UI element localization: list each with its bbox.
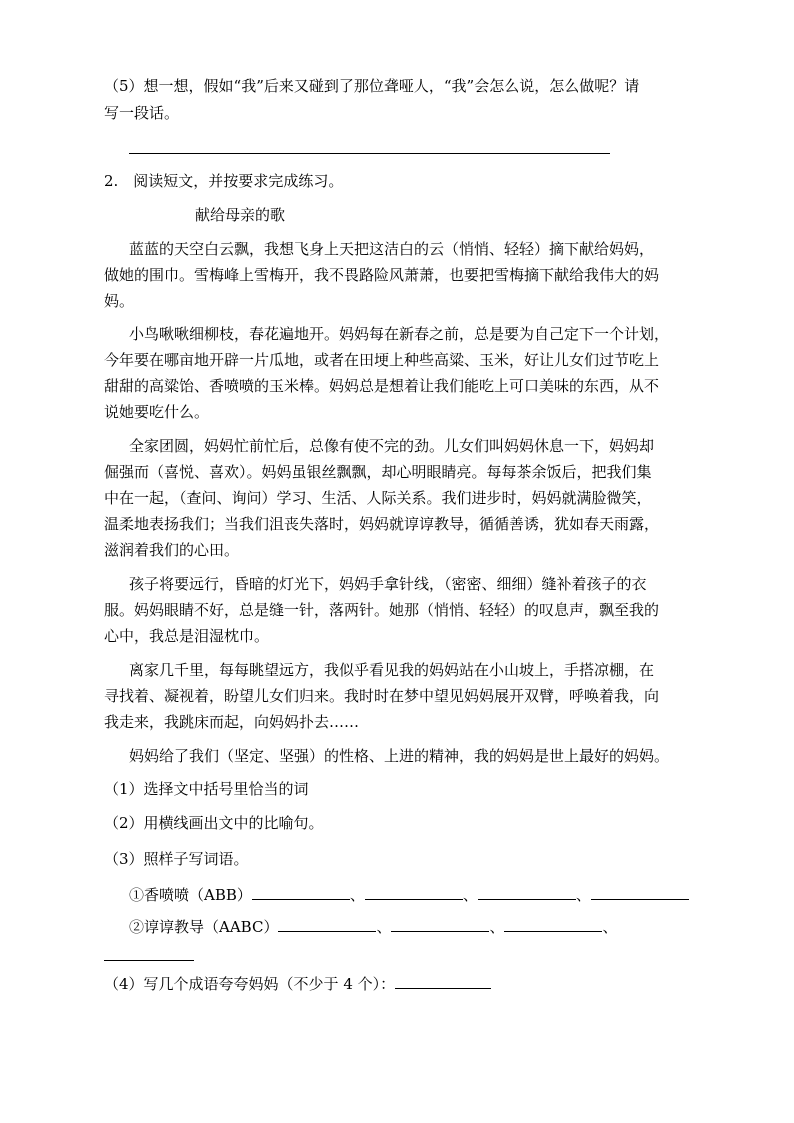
- p3-line-2: 倔强而（喜悦、喜欢）。妈妈虽银丝飘飘，却心明眼睛亮。每每茶余饭后，把我们集: [104, 463, 652, 481]
- separator: 、: [575, 886, 591, 904]
- p5-line-3: 我走来，我跳床而起，向妈妈扑去……: [104, 713, 360, 731]
- answer-blank[interactable]: [365, 885, 463, 900]
- p3-line-5: 滋润着我们的心田。: [104, 541, 240, 559]
- answer-blank[interactable]: [504, 917, 602, 932]
- p3-line-3: 中在一起，（查问、询问）学习、生活、人际关系。我们进步时，妈妈就满脸微笑，: [104, 489, 652, 507]
- separator: 、: [489, 918, 505, 936]
- separator: 、: [462, 886, 478, 904]
- q4-label: （4）写几个成语夸夸妈妈（不少于 4 个）：: [104, 975, 396, 993]
- question-3: （3）照样子写词语。: [104, 850, 249, 868]
- p1-line-3: 妈。: [104, 292, 135, 310]
- question-1: （1）选择文中括号里恰当的词: [104, 780, 309, 798]
- separator: 、: [602, 918, 618, 936]
- p1-line-2: 做她的围巾。雪梅峰上雪梅开，我不畏路险风萧萧，也要把雪梅摘下献给我伟大的妈: [104, 266, 660, 284]
- q5-line-1: （5）想一想，假如“我”后来又碰到了那位聋哑人，“我”会怎么说，怎么做呢？请: [104, 77, 640, 95]
- p3-line-4: 温柔地表扬我们；当我们沮丧失落时，妈妈就谆谆教导，循循善诱，犹如春天雨露，: [104, 515, 660, 533]
- q3a-label: ①香喷喷（ABB）: [129, 886, 252, 904]
- p6-line-1: 妈妈给了我们（坚定、坚强）的性格、上进的精神，我的妈妈是世上最好的妈妈。: [129, 747, 670, 765]
- answer-blank[interactable]: [391, 917, 489, 932]
- p2-line-4: 说她要吃什么。: [104, 403, 210, 421]
- answer-line[interactable]: [129, 153, 610, 154]
- q3b-label: ②谆谆教导（AABC）: [129, 918, 279, 936]
- p2-line-1: 小鸟啾啾细柳枝，春花遍地开。妈妈每在新春之前，总是要为自己定下一个计划，: [129, 325, 670, 343]
- p2-line-3: 甜甜的高粱饴、香喷喷的玉米棒。妈妈总是想着让我们能吃上可口美味的东西，从不: [104, 377, 660, 395]
- p3-line-1: 全家团圆，妈妈忙前忙后，总像有使不完的劲。儿女们叫妈妈休息一下，妈妈却: [129, 437, 655, 455]
- p2-line-2: 今年要在哪亩地开辟一片瓜地，或者在田埂上种些高粱、玉米，好让儿女们过节吃上: [104, 351, 660, 369]
- p4-line-3: 心中，我总是泪湿枕巾。: [104, 627, 270, 645]
- answer-blank[interactable]: [591, 885, 689, 900]
- p1-line-1: 蓝蓝的天空白云飘，我想飞身上天把这洁白的云（悄悄、轻轻）摘下献给妈妈，: [129, 240, 655, 258]
- separator: 、: [349, 886, 365, 904]
- question-2-header: 2. 阅读短文，并按要求完成练习。: [104, 172, 344, 190]
- answer-blank[interactable]: [104, 960, 194, 961]
- q3a-row: [129, 885, 689, 905]
- q3b-row: [129, 917, 618, 937]
- q5-line-2: 写一段话。: [104, 104, 180, 122]
- p4-line-1: 孩子将要远行，昏暗的灯光下，妈妈手拿针线，（密密、细细）缝补着孩子的衣: [129, 575, 647, 593]
- answer-blank[interactable]: [252, 885, 350, 900]
- passage-title: 献给母亲的歌: [195, 206, 286, 224]
- p5-line-1: 离家几千里，每每眺望远方，我似乎看见我的妈妈站在小山坡上，手搭凉棚，在: [129, 661, 655, 679]
- question-2: （2）用横线画出文中的比喻句。: [104, 814, 324, 832]
- separator: 、: [376, 918, 392, 936]
- p4-line-2: 服。妈妈眼睛不好，总是缝一针，落两针。她那（悄悄、轻轻）的叹息声，飘至我的: [104, 601, 660, 619]
- q4-row: [104, 974, 491, 994]
- answer-blank[interactable]: [278, 917, 376, 932]
- answer-blank[interactable]: [395, 974, 491, 989]
- answer-blank[interactable]: [478, 885, 576, 900]
- p5-line-2: 寻找着、凝视着，盼望儿女们归来。我时时在梦中望见妈妈展开双臂，呼唤着我，向: [104, 687, 660, 705]
